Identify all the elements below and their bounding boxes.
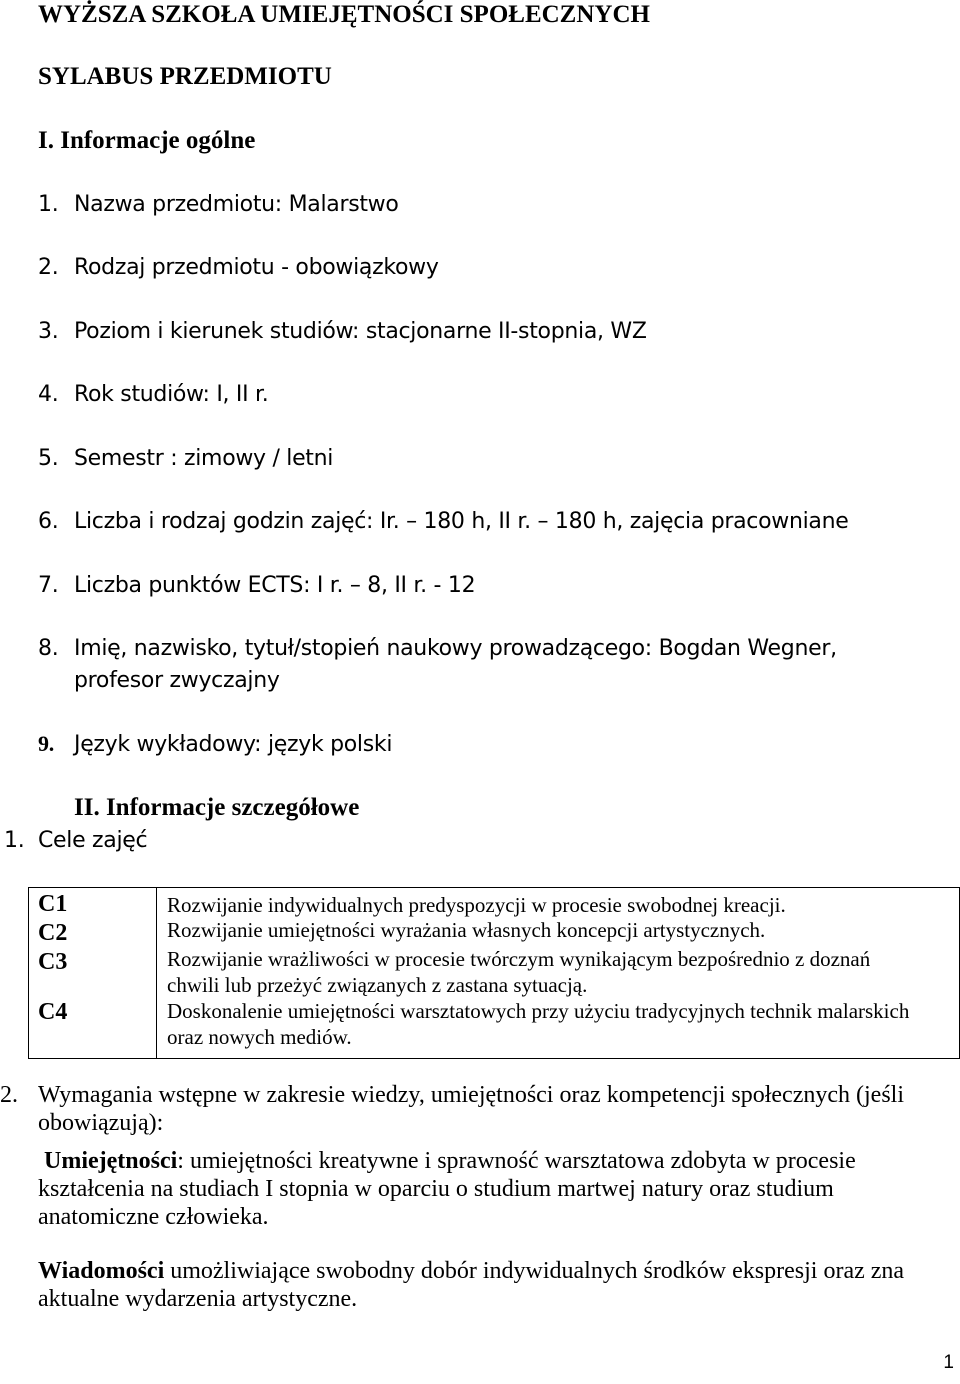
item-number: 2. — [38, 255, 59, 280]
item-number: 3. — [38, 319, 59, 344]
info-item-2 — [38, 253, 439, 283]
goal-code: C1 — [38, 891, 68, 917]
document-title: SYLABUS PRZEDMIOTU — [38, 63, 332, 90]
section-2-heading: II. Informacje szczegółowe — [74, 794, 360, 821]
item-text: Liczba punktów ECTS: I r. – 8, II r. - 12 — [74, 573, 476, 598]
item-text: Poziom i kierunek studiów: stacjonarne II-stopnia, WZ — [74, 319, 647, 344]
goals-number: 1. — [4, 828, 25, 853]
item-text: Rodzaj przedmiotu - obowiązkowy — [74, 255, 439, 280]
item-number: 7. — [38, 573, 59, 598]
goal-description: Rozwijanie indywidualnych predyspozycji w procesie swobodnej kreacji. — [167, 893, 786, 917]
item-text: Semestr : zimowy / letni — [74, 446, 334, 471]
info-item-1 — [38, 190, 399, 220]
knowledge-text: umożliwiające swobodny dobór indywidualnych środków ekspresji oraz zna aktualne wydarzenia artystyczne. — [38, 1258, 905, 1312]
goal-code: C2 — [38, 920, 68, 946]
goals-table — [28, 887, 960, 1059]
info-item-6 — [38, 507, 848, 537]
goal-codes-cell — [29, 888, 157, 1059]
info-item-3 — [38, 317, 647, 347]
info-item-7 — [38, 571, 475, 601]
item-number: 1. — [38, 192, 59, 217]
item-number: 9. — [38, 731, 54, 756]
knowledge-label: Wiadomości — [38, 1258, 165, 1284]
requirements-number: 2. — [0, 1082, 18, 1108]
goals-label — [4, 826, 147, 856]
info-item-5 — [38, 444, 333, 474]
goal-description: Rozwijanie umiejętności wyrażania własnych koncepcji artystycznych. — [167, 918, 766, 942]
info-item-8-number — [38, 634, 74, 664]
info-item-8-text: Imię, nazwisko, tytuł/stopień naukowy prowadzącego: Bogdan Wegner, profesor zwyczajny — [74, 636, 837, 693]
goal-description: Doskonalenie umiejętności warsztatowych przy użyciu tradycyjnych technik malarskich oraz nowych mediów. — [167, 999, 910, 1049]
school-name: WYŻSZA SZKOŁA UMIEJĘTNOŚCI SPOŁECZNYCH — [38, 1, 650, 28]
item-number: 6. — [38, 509, 59, 534]
skills-text: : umiejętności kreatywne i sprawność warsztatowa zdobyta w procesie kształcenia na studiach I stopnia w oparciu o studium martwej natury oraz studium anatomiczne człowieka. — [38, 1148, 856, 1230]
page-number: 1 — [943, 1352, 954, 1373]
section-1-heading: I. Informacje ogólne — [38, 127, 256, 154]
goal-code: C3 — [38, 949, 68, 975]
item-number: 5. — [38, 446, 59, 471]
table-row — [29, 888, 960, 1059]
info-item-9 — [38, 729, 392, 760]
item-text: Nazwa przedmiotu: Malarstwo — [74, 192, 399, 217]
item-text: Język wykładowy: język polski — [74, 732, 393, 757]
item-number: 4. — [38, 382, 59, 407]
goals-label-text: Cele zajęć — [38, 828, 148, 853]
goal-code: C4 — [38, 999, 68, 1025]
requirements-heading: Wymagania wstępne w zakresie wiedzy, umiejętności oraz kompetencji społecznych (jeśli obowiązują): — [38, 1082, 905, 1136]
item-number: 8. — [38, 636, 59, 661]
item-text: Liczba i rodzaj godzin zajęć: Ir. – 180 h, II r. – 180 h, zajęcia pracowniane — [74, 509, 849, 534]
info-item-4 — [38, 380, 268, 410]
skills-label: Umiejętności — [44, 1148, 178, 1174]
goal-descriptions-cell — [157, 888, 960, 1059]
skills-paragraph — [38, 1147, 958, 1231]
goal-description: Rozwijanie wrażliwości w procesie twórczym wynikającym bezpośrednio z doznań chwili lub przeżyć związanych z zastana sytuacją. — [167, 947, 871, 997]
item-text: Rok studiów: I, II r. — [74, 382, 269, 407]
knowledge-paragraph — [38, 1257, 958, 1313]
